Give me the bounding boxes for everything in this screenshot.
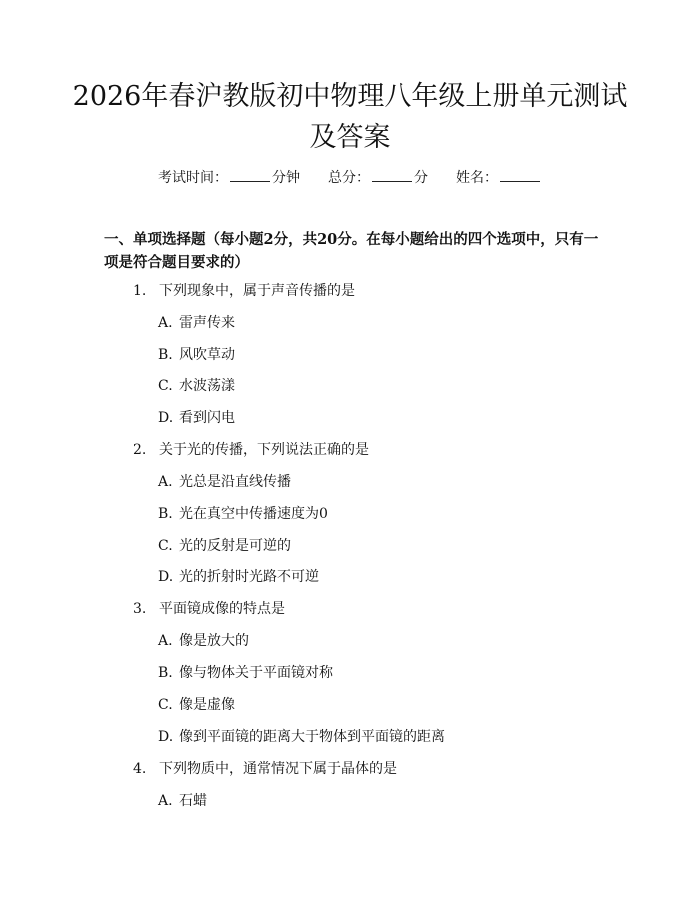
question-3-option-a[interactable]	[158, 631, 249, 651]
option-letter: D.	[158, 729, 174, 745]
student-name-blank[interactable]	[500, 169, 540, 182]
question-3-option-c[interactable]	[158, 695, 235, 715]
question-1-option-a[interactable]	[158, 313, 235, 333]
option-letter: B.	[158, 665, 173, 681]
option-text: 光的反射是可逆的	[179, 538, 291, 554]
exam-time-blank[interactable]	[230, 169, 270, 182]
question-number: 3.	[133, 601, 147, 617]
question-3	[133, 599, 285, 619]
question-1	[133, 281, 355, 301]
option-letter: A.	[158, 315, 173, 331]
option-letter: A.	[158, 793, 173, 809]
option-text: 光在真空中传播速度为0	[179, 506, 328, 522]
option-letter: D.	[158, 410, 174, 426]
question-text: 下列物质中，通常情况下属于晶体的是	[159, 761, 397, 777]
exam-time-label: 考试时间：	[158, 170, 228, 186]
option-text: 像与物体关于平面镜对称	[179, 665, 333, 681]
question-2-option-d[interactable]	[158, 567, 319, 587]
student-name-field	[456, 168, 542, 188]
question-1-option-b[interactable]	[158, 345, 235, 365]
option-text: 像到平面镜的距离大于物体到平面镜的距离	[179, 729, 445, 745]
question-number: 2.	[133, 442, 147, 458]
option-letter: A.	[158, 633, 173, 649]
option-letter: B.	[158, 506, 173, 522]
student-name-label: 姓名：	[456, 170, 498, 186]
option-text: 石蜡	[179, 793, 207, 809]
option-text: 雷声传来	[179, 315, 235, 331]
section-heading: 一、单项选择题（每小题2分，共20分。在每小题给出的四个选项中，只有一项是符合题目要求的）	[104, 231, 599, 271]
question-3-option-d[interactable]	[158, 727, 445, 747]
question-text: 平面镜成像的特点是	[159, 601, 285, 617]
question-number: 4.	[133, 761, 147, 777]
total-score-unit: 分	[414, 170, 428, 186]
question-text: 下列现象中，属于声音传播的是	[159, 283, 355, 299]
question-3-option-b[interactable]	[158, 663, 333, 683]
option-letter: C.	[158, 697, 173, 713]
question-1-option-d[interactable]	[158, 408, 235, 428]
question-text: 关于光的传播，下列说法正确的是	[159, 442, 369, 458]
exam-info-line	[0, 168, 700, 188]
total-score-label: 总分：	[328, 170, 370, 186]
question-2-option-c[interactable]	[158, 536, 291, 556]
option-text: 像是放大的	[179, 633, 249, 649]
question-4-option-a[interactable]	[158, 791, 207, 811]
option-text: 风吹草动	[179, 347, 235, 363]
total-score-blank[interactable]	[372, 169, 412, 182]
option-text: 像是虚像	[179, 697, 235, 713]
question-2-option-a[interactable]	[158, 472, 291, 492]
option-letter: C.	[158, 378, 173, 394]
total-score-field	[328, 168, 428, 188]
question-1-option-c[interactable]	[158, 376, 235, 396]
option-letter: D.	[158, 569, 174, 585]
option-text: 光总是沿直线传播	[179, 474, 291, 490]
option-letter: C.	[158, 538, 173, 554]
option-letter: A.	[158, 474, 173, 490]
option-text: 水波荡漾	[179, 378, 235, 394]
exam-time-unit: 分钟	[272, 170, 300, 186]
exam-title: 2026年春沪教版初中物理八年级上册单元测试及答案	[72, 81, 628, 153]
question-number: 1.	[133, 283, 147, 299]
exam-time-field	[158, 168, 300, 188]
question-2	[133, 440, 369, 460]
question-2-option-b[interactable]	[158, 504, 328, 524]
option-text: 光的折射时光路不可逆	[179, 569, 319, 585]
option-text: 看到闪电	[179, 410, 235, 426]
question-4	[133, 759, 397, 779]
option-letter: B.	[158, 347, 173, 363]
